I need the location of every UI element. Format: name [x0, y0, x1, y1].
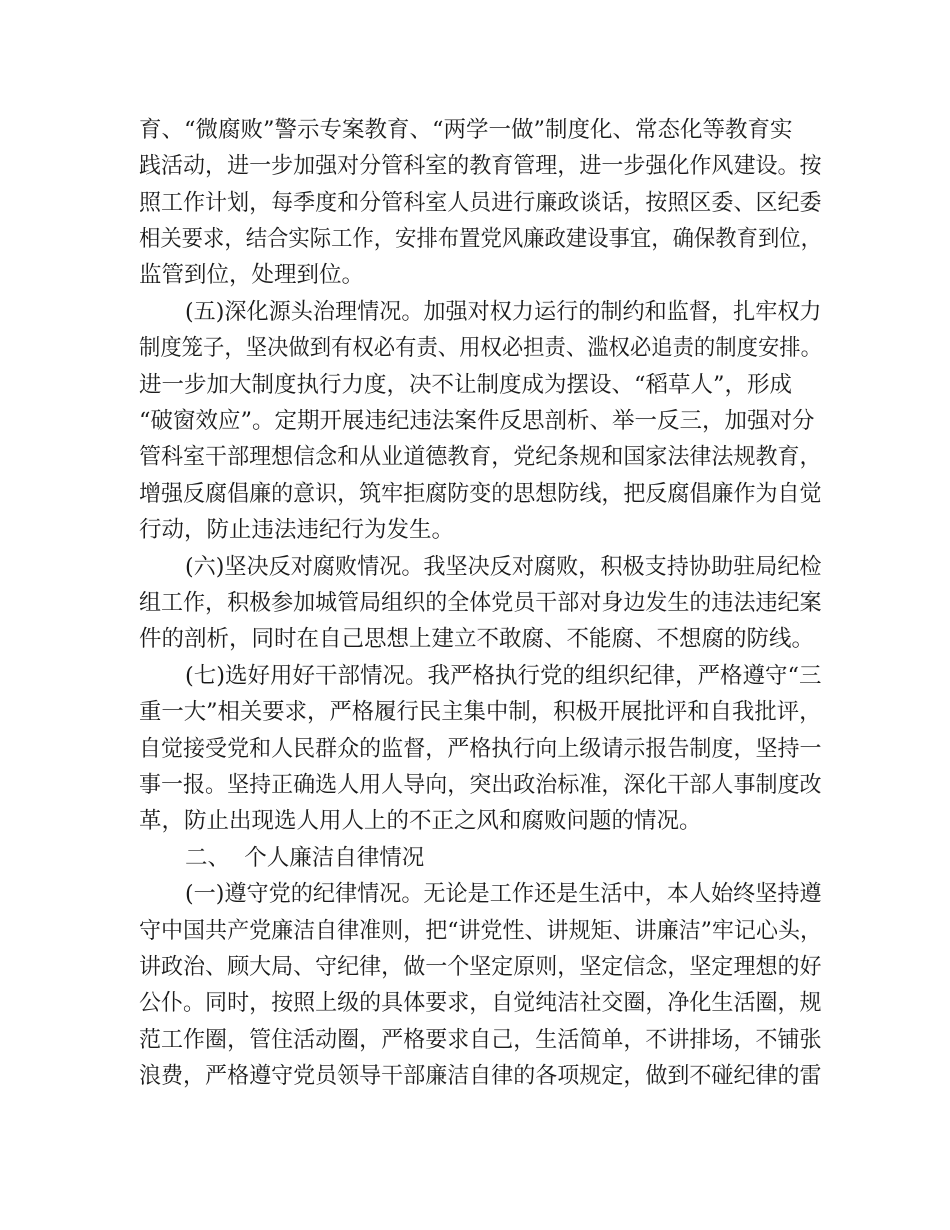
- text-line: 管科室干部理想信念和从业道德教育，党纪条规和国家法律法规教育，: [139, 444, 822, 470]
- text-line: 件的剖析，同时在自己思想上建立不敢腐、不能腐、不想腐的防线。: [139, 626, 815, 652]
- text-line: 范工作圈，管住活动圈，严格要求自己，生活简单，不讲排场，不铺张: [139, 1027, 822, 1053]
- text-line: 增强反腐倡廉的意识，筑牢拒腐防变的思想防线，把反腐倡廉作为自觉: [139, 481, 822, 507]
- section-heading-1: (一)遵守党的纪律情况。无论是工作还是生活中，本人始终坚持遵: [185, 881, 822, 907]
- text-line: 重一大”相关要求，严格履行民主集中制，积极开展批评和自我批评，: [139, 699, 822, 725]
- text-line: 行动，防止违法违纪行为发生。: [139, 517, 455, 543]
- section-heading-5: (五)深化源头治理情况。加强对权力运行的制约和监督，扎牢权力: [185, 299, 822, 325]
- section-heading-6: (六)坚决反对腐败情况。我坚决反对腐败，积极支持协助驻局纪检: [185, 554, 822, 580]
- text-line: 进一步加大制度执行力度，决不让制度成为摆设、“稻草人”，形成: [139, 372, 793, 398]
- text-line: 制度笼子，坚决做到有权必有责、用权必担责、滥权必追责的制度安排。: [139, 335, 823, 361]
- text-line: 自觉接受党和人民群众的监督，严格执行向上级请示报告制度，坚持一: [139, 736, 822, 762]
- text-line: 组工作，积极参加城管局组织的全体党员干部对身边发生的违法违纪案: [139, 590, 822, 616]
- text-line: 事一报。坚持正确选人用人导向，突出政治标准，深化干部人事制度改: [139, 772, 822, 798]
- text-line: 浪费，严格遵守党员领导干部廉洁自律的各项规定，做到不碰纪律的雷: [139, 1063, 822, 1089]
- text-line: 照工作计划，每季度和分管科室人员进行廉政谈话，按照区委、区纪委: [139, 190, 822, 216]
- text-line: 监管到位，处理到位。: [139, 262, 365, 288]
- text-line: “破窗效应”。定期开展违纪违法案件反思剖析、举一反三，加强对分: [139, 408, 815, 434]
- text-line: 育、“微腐败”警示专案教育、“两学一做”制度化、常态化等教育实: [139, 117, 793, 143]
- text-line: 讲政治、顾大局、守纪律，做一个坚定原则，坚定信念，坚定理想的好: [139, 954, 822, 980]
- section-heading-7: (七)选好用好干部情况。我严格执行党的组织纪律，严格遵守“三: [185, 663, 822, 689]
- text-line: 践活动，进一步加强对分管科室的教育管理，进一步强化作风建设。按: [139, 153, 822, 179]
- text-line: 革，防止出现选人用人上的不正之风和腐败问题的情况。: [139, 808, 702, 834]
- text-line: 公仆。同时，按照上级的具体要求，自觉纯洁社交圈，净化生活圈，规: [139, 990, 822, 1016]
- text-line: 守中国共产党廉洁自律准则，把“讲党性、讲规矩、讲廉洁”牢记心头，: [139, 918, 823, 944]
- text-line: 相关要求，结合实际工作，安排布置党风廉政建设事宜，确保教育到位，: [139, 226, 823, 252]
- chapter-heading-2: 二、 个人廉洁自律情况: [185, 845, 425, 871]
